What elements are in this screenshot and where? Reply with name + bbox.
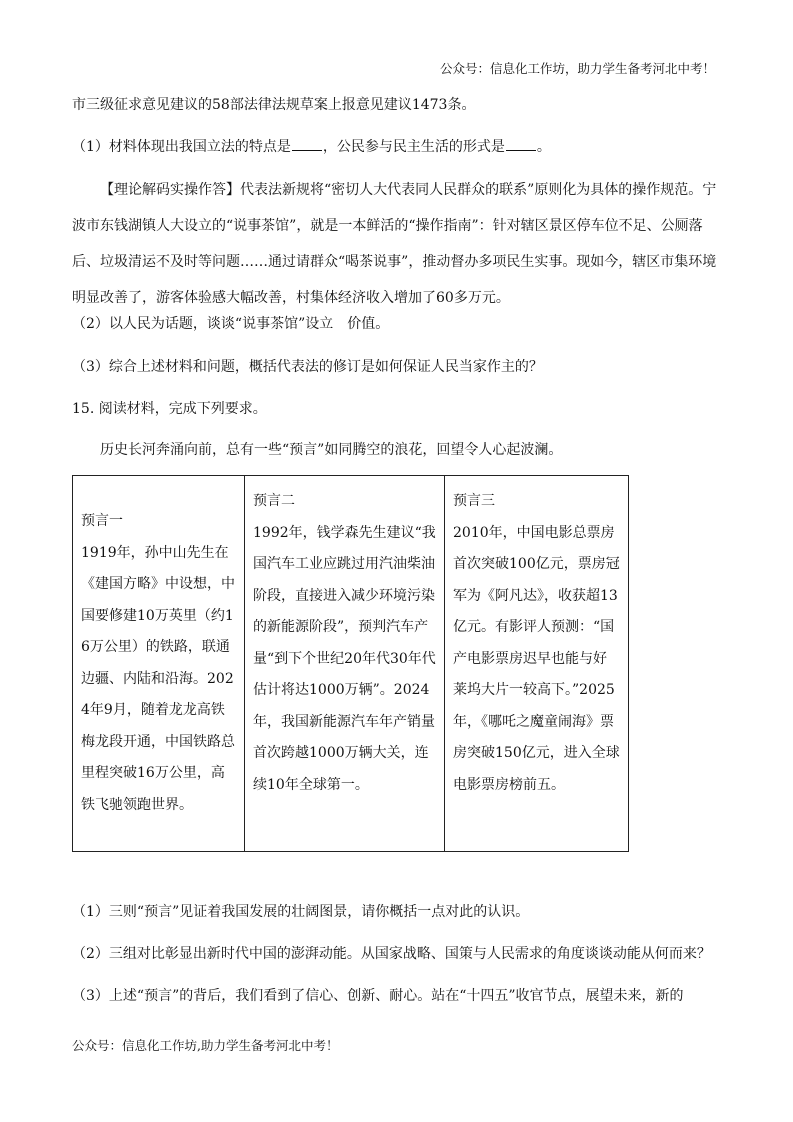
question-15-intro: 历史长河奔涌向前，总有一些“预言”如同腾空的浪花，回望令人心起波澜。: [100, 442, 563, 458]
question-14-2: （2）以人民为话题，谈谈“说事茶馆”设立 价值。: [72, 316, 390, 332]
prediction-1-body: 1919年，孙中山先生在《建国方略》中设想，中国要修建10万英里（约16万公里）的铁路，联通边疆、内陆和沿海。2024年9月，随着龙龙高铁梅龙段开通，中国铁路总里程突破16万公里，高铁飞驰领跑世界。: [81, 544, 235, 813]
question-15-3: （3）上述“预言”的背后，我们看到了信心、创新、耐心。站在“十四五”收官节点，展望未来，新的: [72, 988, 684, 1004]
prediction-2-body: 1992年，钱学森先生建议“我国汽车工业应跳过用汽油柴油阶段，直接进入减少环境污染的新能源阶段”，预判汽车产量“到下个世纪20年代30年代估计将达1000万辆”。2024年，我国新能源汽车年产销量首次跨越1000万辆大关，连续10年全球第一。: [253, 524, 436, 793]
answer-blank-1[interactable]: [292, 136, 322, 151]
prediction-table: [72, 475, 629, 852]
question-15-title: 15. 阅读材料，完成下列要求。: [72, 401, 267, 417]
prediction-cell-2: [245, 476, 445, 852]
prediction-2-title: 预言二: [253, 493, 295, 509]
material-paragraph-end: 市三级征求意见建议的58部法律法规草案上报意见建议1473条。: [72, 97, 476, 113]
page-footer: 公众号：信息化工作坊,助力学生备考河北中考！: [72, 1038, 339, 1053]
prediction-3-title: 预言三: [453, 493, 495, 509]
theory-paragraph: 【理论解码实操作答】代表法新规将“密切人大代表同人民群众的联系”原则化为具体的操作规范。宁波市东钱湖镇人大设立的“说事茶馆”，就是一本鲜活的“操作指南”：针对辖区景区停车位不足、公厕落后、垃圾清运不及时等问题……通过请群众“喝茶说事”，推动督办多项民生实事。现如今，辖区市集环境明显改善了，游客体验感大幅改善，村集体经济收入增加了60多万元。: [72, 182, 717, 306]
question-14-1-text-c: 。: [536, 139, 551, 155]
question-15-1: （1）三则“预言”见证着我国发展的壮阔图景，请你概括一点对此的认识。: [72, 904, 530, 920]
question-15-2: （2）三组对比彰显出新时代中国的澎湃动能。从国家战略、国策与人民需求的角度谈谈动能从何而来？: [72, 946, 711, 962]
prediction-cell-3: [445, 476, 629, 852]
prediction-1-title: 预言一: [81, 513, 123, 529]
prediction-cell-1: [73, 476, 245, 852]
question-14-1-text-a: （1）材料体现出我国立法的特点是: [72, 139, 291, 155]
question-14-1: [72, 136, 551, 157]
answer-blank-2[interactable]: [506, 136, 536, 151]
prediction-3-body: 2010年，中国电影总票房首次突破100亿元，票房冠军为《阿凡达》，收获超13亿元。有影评人预测：“国产电影票房迟早也能与好莱坞大片一较高下。”2025年，《哪吒之魔童闹海》票房突破150亿元，进入全球电影票房榜前五。: [453, 524, 620, 793]
question-14-3: （3）综合上述材料和问题，概括代表法的修订是如何保证人民当家作主的？: [72, 359, 543, 375]
question-14-1-text-b: ，公民参与民主生活的形式是: [322, 139, 505, 155]
page-header: 公众号：信息化工作坊，助力学生备考河北中考！: [439, 61, 715, 76]
